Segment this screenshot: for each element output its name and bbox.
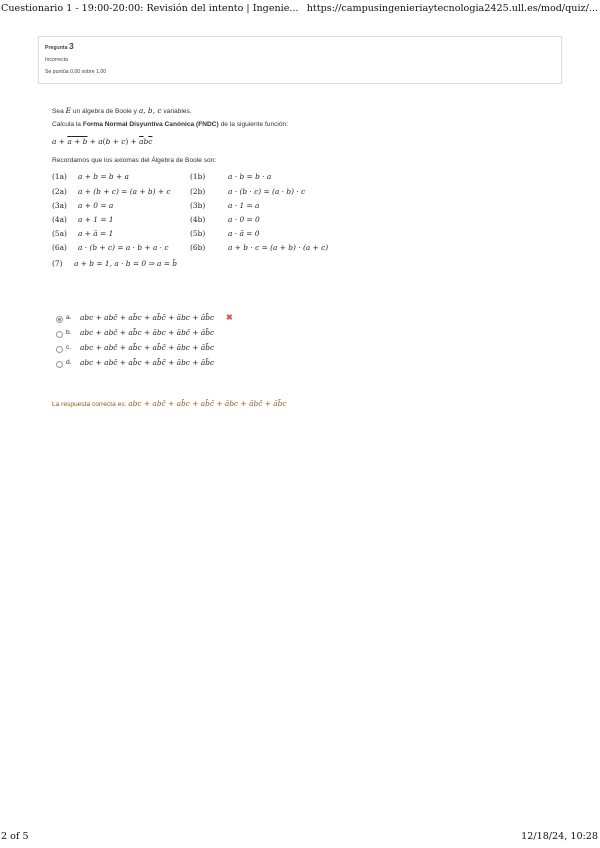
intro-E: E (65, 106, 71, 115)
intro-line (52, 106, 192, 115)
axiom-left-tag: (1a) (52, 172, 67, 181)
correct-answer-expr: abc + abc̄ + ab̄c + ab̄c̄ + ābc + ābc̄ + āb̄c (128, 399, 287, 408)
axiom-right-tag: (6b) (190, 243, 206, 252)
intro-mid: un álgebra de Boole y (72, 108, 137, 115)
answer-expression: abc + abc̄ + ab̄c + ab̄c̄ + ābc + āb̄c (80, 313, 215, 322)
axiom-left-tag: (2a) (52, 187, 67, 196)
axiom-7-expr: a + b = 1, a · b = 0 ⇒ a = b̄ (74, 259, 178, 268)
axiom-left-expr: a + 0 = a (78, 201, 114, 210)
axiom-left-tag: (5a) (52, 229, 67, 238)
axiom-right-expr: a · ā = 0 (228, 229, 260, 238)
incorrect-icon: ✖ (226, 313, 233, 322)
answer-option[interactable] (56, 329, 356, 341)
axiom-left-expr: a + b = b + a (78, 172, 129, 181)
axiom-right-tag: (4b) (190, 215, 206, 224)
axiom-7 (52, 259, 352, 270)
question-state: Incorrecta (45, 57, 69, 63)
answer-option[interactable] (56, 314, 356, 326)
question-info-box (38, 36, 562, 84)
axiom-right-tag: (1b) (190, 172, 206, 181)
calc-suffix: de la siguiente función: (220, 121, 289, 128)
axiom-row (52, 215, 352, 226)
radio-button[interactable] (56, 331, 63, 338)
axiom-left-tag: (3a) (52, 201, 67, 210)
answer-option[interactable] (56, 359, 356, 371)
radio-button[interactable] (56, 361, 63, 368)
axiom-row (52, 243, 352, 254)
axiom-right-expr: a + b · c = (a + b) · (a + c) (228, 243, 329, 252)
page-title: Cuestionario 1 - 19:00-20:00: Revisión del intento | Ingenie... (1, 3, 299, 14)
calc-bold: Forma Normal Disyuntiva Canónica (FNDC) (82, 121, 219, 128)
calc-prefix: Calcula la (52, 121, 81, 128)
axiom-left-expr: a + (b + c) = (a + b) + c (78, 187, 171, 196)
axiom-right-expr: a · (b · c) = (a · b) · c (228, 187, 306, 196)
answer-label: a. (66, 314, 72, 321)
question-number (45, 41, 74, 51)
correct-answer-prefix: La respuesta correcta es: (52, 401, 127, 408)
axiom-row (52, 201, 352, 212)
axiom-row (52, 172, 352, 183)
answer-label: d. (66, 359, 72, 366)
page-count: 2 of 5 (1, 831, 29, 842)
axiom-row (52, 187, 352, 198)
recall-line: Recordamos que los axiomas del Álgebra de Boole son: (52, 157, 217, 164)
answer-expression: abc + abc̄ + ab̄c + ab̄c̄ + ābc + āb̄c (80, 358, 215, 367)
print-datetime: 12/18/24, 10:28 (521, 831, 598, 842)
function-expression: $a + a + b + a(b + c) + \overline{a}b\overline{c}$ (52, 137, 153, 146)
answer-expression: abc + abc̄ + ab̄c + ab̄c̄ + ābc + āb̄c (80, 343, 215, 352)
axiom-left-expr: a + ā = 1 (78, 229, 114, 238)
axiom-right-expr: a · b = b · a (228, 172, 272, 181)
intro-prefix: Sea (52, 108, 64, 115)
intro-suffix: variables. (163, 108, 192, 115)
axiom-right-expr: a · 0 = 0 (228, 215, 260, 224)
page-url: https://campusingenieriaytecnologia2425.ull.es/mod/quiz/... (306, 3, 598, 14)
axiom-left-tag: (6a) (52, 243, 67, 252)
axiom-7-tag: (7) (52, 259, 63, 268)
radio-button[interactable] (56, 316, 63, 323)
axiom-left-expr: a · (b + c) = a · b + a · c (78, 243, 169, 252)
radio-button[interactable] (56, 346, 63, 353)
answer-label: b. (66, 329, 72, 336)
axiom-left-tag: (4a) (52, 215, 67, 224)
print-footer (0, 830, 600, 848)
axiom-right-tag: (5b) (190, 229, 206, 238)
axiom-right-tag: (2b) (190, 187, 206, 196)
correct-answer-feedback (52, 399, 287, 408)
question-number-value: 3 (68, 41, 74, 51)
axiom-right-tag: (3b) (190, 201, 206, 210)
calc-line (52, 121, 288, 128)
print-header (0, 0, 600, 16)
intro-vars: a, b, c (138, 106, 162, 115)
axiom-right-expr: a · 1 = a (228, 201, 260, 210)
answer-label: c. (66, 344, 72, 351)
axiom-left-expr: a + 1 = 1 (78, 215, 114, 224)
answer-expression: abc + abc̄ + ab̄c + ābc + ābc̄ + āb̄c (80, 328, 215, 337)
answer-option[interactable] (56, 344, 356, 356)
question-grade: Se puntúa 0,00 sobre 1,00 (45, 69, 107, 75)
axiom-row (52, 229, 352, 240)
question-label: Pregunta (45, 45, 68, 51)
